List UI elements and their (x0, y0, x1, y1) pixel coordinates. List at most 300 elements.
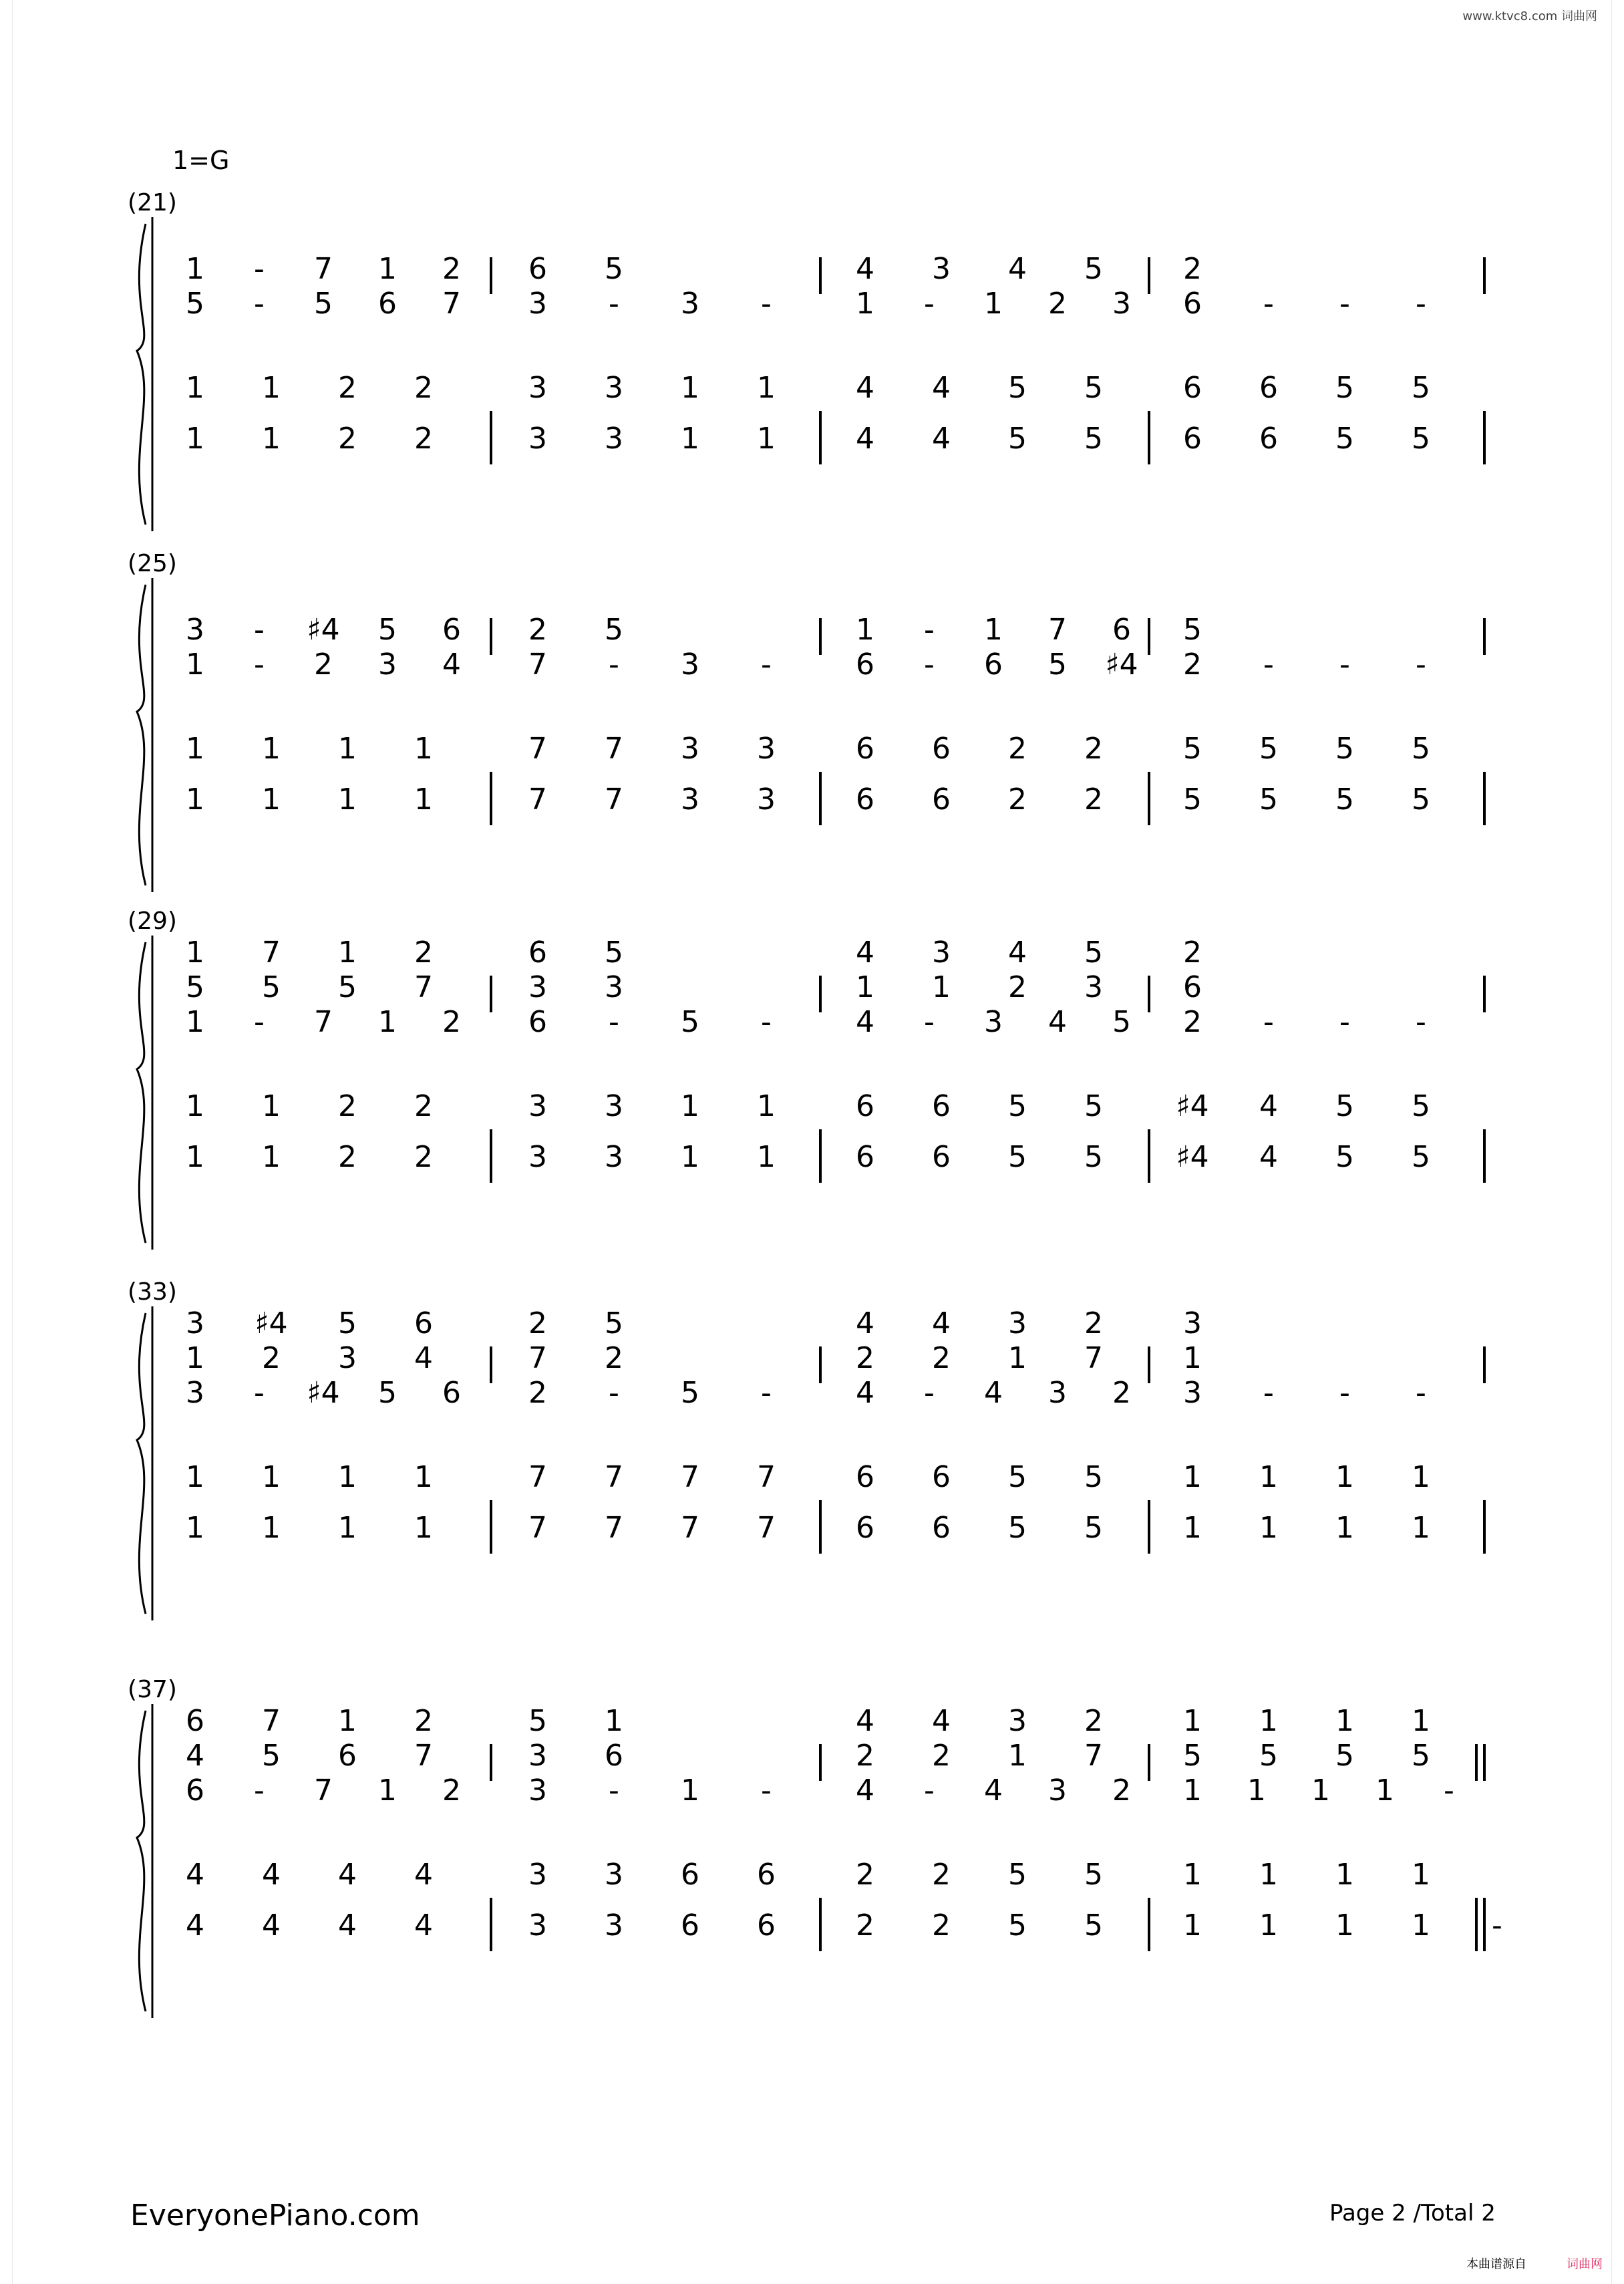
note: 2 (932, 1908, 951, 1943)
note: 7 (757, 1460, 776, 1494)
note: 3 (528, 1739, 547, 1773)
note: 5 (262, 970, 281, 1004)
dash: - (254, 252, 265, 286)
note: 5 (338, 1306, 357, 1340)
system-brace (137, 585, 146, 885)
dash: - (1263, 1376, 1274, 1410)
note: 3 (528, 287, 547, 321)
note: 2 (338, 371, 357, 405)
note: 1 (1311, 1773, 1330, 1808)
note: 3 (605, 422, 623, 456)
note: 1 (1259, 1511, 1278, 1545)
note: 1 (932, 970, 951, 1004)
footer-site[interactable]: EveryonePiano.com (130, 2198, 420, 2233)
note: 2 (414, 1704, 433, 1738)
site-note: www.ktvc8.com 词曲网 (1462, 9, 1597, 23)
note: 1 (186, 732, 204, 766)
dash: - (761, 1773, 772, 1808)
note: 6 (186, 1704, 204, 1738)
note: 7 (528, 782, 547, 817)
note: 4 (932, 371, 951, 405)
note: 3 (528, 1858, 547, 1892)
note: 2 (1048, 287, 1067, 321)
note: 2 (1084, 732, 1103, 766)
note: 5 (1335, 422, 1354, 456)
note: 3 (681, 732, 699, 766)
note: 5 (681, 1376, 699, 1410)
note: 6 (605, 1739, 623, 1773)
note: 7 (1084, 1739, 1103, 1773)
note: 7 (681, 1460, 699, 1494)
note: 7 (314, 1773, 333, 1808)
note: 5 (605, 936, 623, 970)
note: 6 (757, 1908, 776, 1943)
note: 1 (186, 422, 204, 456)
note: 1 (1335, 1460, 1354, 1494)
note: 4 (932, 1306, 951, 1340)
note: 5 (186, 970, 204, 1004)
note: 5 (1335, 1739, 1354, 1773)
note: 4 (1259, 1140, 1278, 1174)
note: 3 (757, 782, 776, 817)
note: 6 (528, 936, 547, 970)
footer-page-count: Page 2 /Total 2 (1329, 2200, 1496, 2227)
note: 4 (414, 1858, 433, 1892)
note: 5 (1084, 1511, 1103, 1545)
note: 5 (1335, 782, 1354, 817)
dash: - (1339, 1376, 1350, 1410)
note: 2 (1183, 1005, 1202, 1039)
note: 3 (1183, 1376, 1202, 1410)
note: 6 (856, 732, 874, 766)
note: 2 (414, 422, 433, 456)
note: 1 (262, 732, 281, 766)
note: 7 (528, 732, 547, 766)
note: 5 (1112, 1005, 1131, 1039)
note: 1 (1335, 1908, 1354, 1943)
dash: - (1263, 287, 1274, 321)
note: 6 (932, 782, 951, 817)
note: 4 (262, 1908, 281, 1943)
note: 2 (932, 1858, 951, 1892)
note: 2 (338, 422, 357, 456)
note: 6 (1112, 613, 1131, 647)
note: 6 (932, 732, 951, 766)
note: 5 (1084, 371, 1103, 405)
note: 1 (681, 1140, 699, 1174)
note: 3 (528, 371, 547, 405)
note: 1 (262, 1511, 281, 1545)
note: 3 (528, 1908, 547, 1943)
note: 1 (186, 936, 204, 970)
note: ♯4 (1105, 648, 1138, 682)
note: 1 (1008, 1341, 1027, 1375)
note: 5 (262, 1739, 281, 1773)
note: 5 (1084, 1460, 1103, 1494)
note: 1 (186, 1341, 204, 1375)
note: 1 (757, 1089, 776, 1123)
note: 5 (1412, 732, 1430, 766)
note: 1 (338, 732, 357, 766)
note: 1 (757, 371, 776, 405)
note: 6 (1183, 970, 1202, 1004)
note: 1 (186, 1005, 204, 1039)
note: 5 (1183, 732, 1202, 766)
note: 4 (856, 936, 874, 970)
system-brace (137, 942, 146, 1243)
note: 3 (528, 422, 547, 456)
note: 5 (1412, 422, 1430, 456)
dash: - (924, 613, 935, 647)
note: 5 (605, 613, 623, 647)
dash: - (254, 1005, 265, 1039)
note: 2 (1183, 648, 1202, 682)
note: 1 (1183, 1460, 1202, 1494)
system-number: (37) (128, 1676, 177, 1703)
note: 1 (1412, 1460, 1430, 1494)
note: 5 (605, 252, 623, 286)
note: 5 (605, 1306, 623, 1340)
dash: - (761, 1005, 772, 1039)
dash: - (609, 1005, 619, 1039)
note: 5 (1008, 422, 1027, 456)
note: 2 (856, 1858, 874, 1892)
dash: - (761, 1376, 772, 1410)
note: 1 (414, 1460, 433, 1494)
note: 7 (681, 1511, 699, 1545)
note: 1 (1247, 1773, 1266, 1808)
note: ♯4 (307, 613, 340, 647)
note: 2 (528, 1306, 547, 1340)
note: 4 (856, 422, 874, 456)
note: 5 (1259, 782, 1278, 817)
note: 3 (1048, 1773, 1067, 1808)
note: 6 (1183, 422, 1202, 456)
note: 6 (856, 648, 874, 682)
note: 1 (262, 422, 281, 456)
note: 1 (262, 782, 281, 817)
note: 1 (1412, 1908, 1430, 1943)
note: 6 (528, 1005, 547, 1039)
note: 1 (856, 287, 874, 321)
note: 6 (1259, 371, 1278, 405)
note: 1 (681, 1089, 699, 1123)
note: 5 (1008, 1089, 1027, 1123)
note: 1 (1259, 1704, 1278, 1738)
note: 2 (605, 1341, 623, 1375)
note: 1 (338, 1460, 357, 1494)
note: 6 (681, 1858, 699, 1892)
dash: - (1416, 287, 1426, 321)
note: 5 (1183, 1739, 1202, 1773)
note: 3 (186, 613, 204, 647)
note: 5 (1412, 1739, 1430, 1773)
system-number: (21) (128, 189, 177, 217)
note: 7 (1084, 1341, 1103, 1375)
note: 2 (1008, 732, 1027, 766)
note: 1 (262, 1460, 281, 1494)
note: 6 (757, 1858, 776, 1892)
note: 4 (856, 1005, 874, 1039)
note: 6 (414, 1306, 433, 1340)
note: 1 (1259, 1908, 1278, 1943)
note: 5 (1183, 782, 1202, 817)
key-signature: 1=G (172, 146, 230, 175)
note: 1 (681, 371, 699, 405)
note: 2 (414, 1089, 433, 1123)
dash: - (254, 648, 265, 682)
note: 7 (414, 970, 433, 1004)
note: 5 (681, 1005, 699, 1039)
dash: - (1416, 1005, 1426, 1039)
note: 1 (1008, 1739, 1027, 1773)
note: 5 (1259, 1739, 1278, 1773)
note: 6 (856, 782, 874, 817)
note: 1 (186, 1460, 204, 1494)
note: 4 (1048, 1005, 1067, 1039)
note: 2 (856, 1739, 874, 1773)
note: 5 (186, 287, 204, 321)
note: 1 (414, 732, 433, 766)
note: 1 (1412, 1704, 1430, 1738)
note: 6 (528, 252, 547, 286)
note: 5 (1008, 1460, 1027, 1494)
system-number: (25) (128, 550, 177, 577)
note: 5 (1048, 648, 1067, 682)
note: 7 (605, 732, 623, 766)
note: 1 (1335, 1858, 1354, 1892)
note: 6 (378, 287, 397, 321)
note: 2 (314, 648, 333, 682)
note: 1 (984, 613, 1003, 647)
system-brace (137, 1313, 146, 1614)
note: 1 (984, 287, 1003, 321)
note: 3 (338, 1341, 357, 1375)
note: 6 (932, 1089, 951, 1123)
note: 2 (442, 1005, 461, 1039)
note: 2 (1183, 252, 1202, 286)
note: 2 (414, 936, 433, 970)
note: 2 (932, 1739, 951, 1773)
note: 4 (932, 1704, 951, 1738)
note: 3 (932, 252, 951, 286)
note: 4 (186, 1858, 204, 1892)
note: 5 (1335, 1140, 1354, 1174)
note: 1 (1375, 1773, 1394, 1808)
dash: - (1263, 1005, 1274, 1039)
note: 2 (1008, 782, 1027, 817)
dash: - (609, 287, 619, 321)
dash: - (609, 1376, 619, 1410)
note: 2 (338, 1140, 357, 1174)
note: 5 (378, 1376, 397, 1410)
note: 6 (984, 648, 1003, 682)
note: 1 (378, 1005, 397, 1039)
note: 5 (1084, 252, 1103, 286)
note: 4 (186, 1908, 204, 1943)
note: 6 (856, 1511, 874, 1545)
note: 1 (1335, 1511, 1354, 1545)
note: 5 (1412, 371, 1430, 405)
note: 3 (681, 648, 699, 682)
note: 6 (932, 1460, 951, 1494)
system-number: (33) (128, 1278, 177, 1306)
note: 4 (186, 1739, 204, 1773)
note: 7 (528, 1460, 547, 1494)
note: 2 (856, 1341, 874, 1375)
note: 3 (605, 371, 623, 405)
dash: - (761, 648, 772, 682)
footer-stamp-text: 本曲谱源自 (1466, 2257, 1526, 2271)
note: 2 (1112, 1376, 1131, 1410)
note: 4 (262, 1858, 281, 1892)
note: 6 (932, 1511, 951, 1545)
note: ♯4 (1176, 1089, 1209, 1123)
dash: - (254, 287, 265, 321)
note: 5 (1335, 1089, 1354, 1123)
note: 5 (1412, 1089, 1430, 1123)
note: 7 (528, 1341, 547, 1375)
note: 5 (1008, 1908, 1027, 1943)
note: 4 (932, 422, 951, 456)
note: 3 (1008, 1306, 1027, 1340)
dash: - (254, 1376, 265, 1410)
dash: - (761, 287, 772, 321)
note: 7 (262, 1704, 281, 1738)
note: 3 (378, 648, 397, 682)
note: 4 (1259, 1089, 1278, 1123)
note: 4 (856, 371, 874, 405)
dash: - (254, 1773, 265, 1808)
note: 5 (1084, 1089, 1103, 1123)
note: 7 (757, 1511, 776, 1545)
note: 1 (414, 782, 433, 817)
note: 1 (605, 1704, 623, 1738)
dash: - (1444, 1773, 1454, 1808)
note: 2 (932, 1341, 951, 1375)
dash: - (1339, 648, 1350, 682)
note: 6 (856, 1089, 874, 1123)
note: 4 (414, 1908, 433, 1943)
note: 5 (1335, 371, 1354, 405)
note: 6 (1183, 371, 1202, 405)
note: 1 (757, 1140, 776, 1174)
note: 1 (378, 252, 397, 286)
note: 5 (1008, 1858, 1027, 1892)
note: 1 (856, 613, 874, 647)
note: 5 (1084, 1140, 1103, 1174)
note: 6 (932, 1140, 951, 1174)
note: 2 (414, 1140, 433, 1174)
dash: - (609, 648, 619, 682)
note: 7 (314, 252, 333, 286)
note: 4 (984, 1376, 1003, 1410)
note: 7 (528, 1511, 547, 1545)
dash: - (924, 1376, 935, 1410)
note: 5 (378, 613, 397, 647)
dash: - (1263, 648, 1274, 682)
footer-stamp-logo[interactable]: 词曲网 (1567, 2257, 1603, 2271)
note: 5 (1084, 936, 1103, 970)
dash: - (1339, 287, 1350, 321)
note: 1 (1412, 1511, 1430, 1545)
note: 2 (442, 1773, 461, 1808)
note: 4 (856, 252, 874, 286)
note: 3 (605, 1089, 623, 1123)
note: 1 (338, 782, 357, 817)
dash: - (609, 1773, 619, 1808)
note: 5 (1183, 613, 1202, 647)
note: 1 (378, 1773, 397, 1808)
note: 7 (605, 1460, 623, 1494)
note: 7 (442, 287, 461, 321)
note: 1 (338, 1511, 357, 1545)
note: 3 (757, 732, 776, 766)
note: 1 (186, 1089, 204, 1123)
note: 1 (1335, 1704, 1354, 1738)
note: 5 (1008, 371, 1027, 405)
note: 4 (984, 1773, 1003, 1808)
note: 5 (1259, 732, 1278, 766)
note: 3 (1112, 287, 1131, 321)
note: 1 (262, 371, 281, 405)
note: 7 (605, 1511, 623, 1545)
note: 6 (681, 1908, 699, 1943)
note: 1 (186, 371, 204, 405)
note: 2 (1084, 1306, 1103, 1340)
note: 1 (757, 422, 776, 456)
note: 3 (681, 287, 699, 321)
note: 1 (186, 1140, 204, 1174)
note: 7 (1048, 613, 1067, 647)
note: 1 (1259, 1460, 1278, 1494)
note: 3 (528, 1773, 547, 1808)
note: 1 (1183, 1908, 1202, 1943)
note: 1 (1259, 1858, 1278, 1892)
note: 3 (186, 1376, 204, 1410)
dash: - (924, 287, 935, 321)
note: 6 (338, 1739, 357, 1773)
note: 5 (1412, 782, 1430, 817)
note: 1 (681, 1773, 699, 1808)
note: 1 (1183, 1341, 1202, 1375)
note: 1 (186, 782, 204, 817)
note: 6 (1259, 422, 1278, 456)
note: 4 (856, 1376, 874, 1410)
note: 3 (186, 1306, 204, 1340)
note: 1 (1183, 1773, 1202, 1808)
note: 3 (605, 1908, 623, 1943)
note: 2 (442, 252, 461, 286)
note: ♯4 (307, 1376, 340, 1410)
note: 5 (1084, 422, 1103, 456)
note: 4 (338, 1908, 357, 1943)
note: 2 (1112, 1773, 1131, 1808)
note: 2 (856, 1908, 874, 1943)
dash: - (254, 613, 265, 647)
note: 6 (1183, 287, 1202, 321)
note: 7 (314, 1005, 333, 1039)
note: 3 (605, 1140, 623, 1174)
dash: - (1416, 648, 1426, 682)
note: 2 (528, 1376, 547, 1410)
note: 2 (338, 1089, 357, 1123)
note: 3 (528, 970, 547, 1004)
note: 7 (262, 936, 281, 970)
note: 5 (528, 1704, 547, 1738)
note: 2 (414, 371, 433, 405)
note: 5 (1008, 1511, 1027, 1545)
